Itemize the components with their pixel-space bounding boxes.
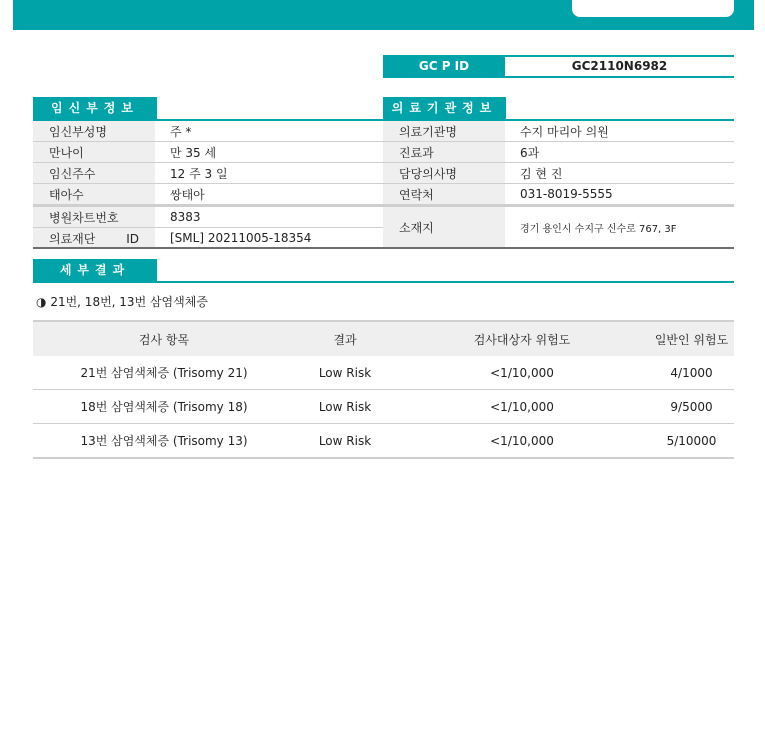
info-key: 연락처: [383, 184, 505, 206]
table-row: [383, 163, 734, 184]
detail-subtitle: [36, 293, 208, 310]
cell-item: 21번 삼염색체증 (Trisomy 21): [33, 356, 295, 390]
table-header-row: [33, 321, 734, 356]
gcp-id-value: GC2110N6982: [571, 59, 668, 73]
table-row: [383, 142, 734, 163]
cell-result: Low Risk: [295, 390, 395, 424]
cell-general-risk: 4/1000: [649, 356, 734, 390]
info-key: 의료기관명: [383, 121, 505, 142]
cell-item: 13번 삼염색체증 (Trisomy 13): [33, 424, 295, 459]
info-key: 병원차트번호: [33, 206, 155, 228]
pregnant-info-table: [33, 121, 383, 248]
info-key: 만나이: [33, 142, 155, 163]
pregnant-info-title: 임신부정보: [33, 97, 157, 119]
institution-info-title: 의료기관정보: [383, 97, 506, 119]
cell-item: 18번 삼염색체증 (Trisomy 18): [33, 390, 295, 424]
table-row: [33, 390, 734, 424]
table-row: [33, 424, 734, 459]
info-bottom-line: [33, 247, 734, 249]
info-value: 쌍태아: [155, 184, 383, 206]
detail-title: 세부결과: [33, 259, 157, 281]
half-circle-icon: ◑: [36, 295, 47, 309]
info-key: 임신부성명: [33, 121, 155, 142]
info-key: 태아수: [33, 184, 155, 206]
cell-result: Low Risk: [295, 424, 395, 459]
info-value: 수지 마리아 의원: [505, 121, 734, 142]
info-key: 의료재단 ID: [33, 228, 155, 249]
cell-general-risk: 9/5000: [649, 390, 734, 424]
info-value: 만 35 세: [155, 142, 383, 163]
table-row: [383, 184, 734, 206]
detail-subtitle-text: 21번, 18번, 13번 삼염색체증: [50, 295, 208, 309]
info-value: [SML] 20211005-18354: [170, 231, 312, 245]
detail-line: [33, 281, 734, 283]
info-key: 임신주수: [33, 163, 155, 184]
table-row: [383, 206, 734, 249]
cell-general-risk: 5/10000: [649, 424, 734, 459]
cell-subject-risk: <1/10,000: [395, 424, 649, 459]
results-table: [33, 320, 734, 459]
cell-subject-risk: <1/10,000: [395, 390, 649, 424]
gcp-id-box: [383, 55, 734, 78]
header-box: [572, 0, 734, 17]
info-value: 경기 용인시 수지구 신수로 767, 3F: [520, 224, 677, 235]
cell-subject-risk: <1/10,000: [395, 356, 649, 390]
table-row: [33, 228, 383, 249]
column-header: 결과: [295, 321, 395, 356]
table-row: [33, 356, 734, 390]
info-key: 진료과: [383, 142, 505, 163]
column-header: 검사 항목: [33, 321, 295, 356]
institution-info-table: [383, 121, 734, 248]
table-row: [33, 184, 383, 206]
info-value: 8383: [155, 206, 383, 228]
column-header: 검사대상자 위험도: [395, 321, 649, 356]
table-row: [33, 206, 383, 228]
cell-result: Low Risk: [295, 356, 395, 390]
table-row: [33, 142, 383, 163]
table-row: [33, 121, 383, 142]
info-value: 031-8019-5555: [505, 184, 734, 206]
info-value: 12 주 3 일: [155, 163, 383, 184]
info-key: 소재지: [383, 206, 505, 249]
info-value: 6과: [505, 142, 734, 163]
gcp-id-label: GC P ID: [383, 57, 505, 76]
info-key: 담당의사명: [383, 163, 505, 184]
info-value: 주 *: [155, 121, 383, 142]
table-row: [383, 121, 734, 142]
column-header: 일반인 위험도: [649, 321, 734, 356]
table-row: [33, 163, 383, 184]
info-value: 김 현 진: [505, 163, 734, 184]
